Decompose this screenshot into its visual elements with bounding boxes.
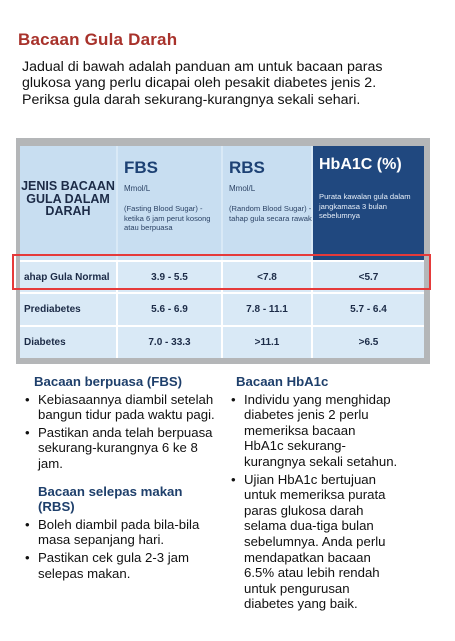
row-label: Diabetes <box>24 337 66 348</box>
left-column <box>22 374 222 583</box>
hba1c-header <box>313 146 424 260</box>
hba1c-header-title: HbA1C (%) <box>319 156 402 173</box>
rbs-value: 7.8 - 11.1 <box>246 304 288 315</box>
hba1c-value: 5.7 - 6.4 <box>350 304 387 315</box>
page-title: Bacaan Gula Darah <box>18 30 178 49</box>
list-item: • Boleh diambil pada bila-bila masa sepanjang hari. <box>22 517 222 548</box>
rbs-header-desc: (Random Blood Sugar) - tahap gula secara rawak <box>229 204 312 223</box>
row-label: Prediabetes <box>24 304 81 315</box>
list-item: • Pastikan cek gula 2-3 jam selepas makan. <box>22 550 222 581</box>
rbs-header <box>223 146 311 260</box>
fbs-value: 3.9 - 5.5 <box>151 271 188 283</box>
fbs-section-heading: Bacaan berpuasa (FBS) <box>34 374 183 389</box>
glucose-table <box>16 138 430 364</box>
hba1c-value: >6.5 <box>358 337 379 348</box>
list-item: • Ujian HbA1c bertujuan untuk memeriksa purata paras glukosa darah selama dua-tiga bulan sebelumnya. Anda perlu mendapatkan bacaan 6.5% atau lebih rendah untuk pengurusan diabetes yang baik. <box>228 472 398 612</box>
row-header-cell <box>20 146 116 260</box>
list-item: • Pastikan anda telah berpuasa sekurang-kurangnya 6 ke 8 jam. <box>22 425 222 472</box>
fbs-header-desc: (Fasting Blood Sugar) - ketika 6 jam perut kosong atau berpuasa <box>124 204 211 232</box>
rbs-header-unit: Mmol/L <box>229 184 256 193</box>
hba1c-list <box>228 392 398 612</box>
fbs-value: 5.6 - 6.9 <box>151 304 188 315</box>
fbs-header-unit: Mmol/L <box>124 184 151 193</box>
fbs-list <box>22 392 222 472</box>
fbs-value: 7.0 - 33.3 <box>148 337 191 348</box>
fbs-header <box>118 146 221 260</box>
row-header-label: JENIS BACAAN GULA DALAM DARAH <box>21 179 115 218</box>
rbs-header-title: RBS <box>229 158 265 177</box>
rbs-list <box>22 517 222 581</box>
row-label: ahap Gula Normal <box>24 271 110 283</box>
hba1c-header-desc: Purata kawalan gula dalam jangkamasa 3 bulan sebelumnya <box>319 192 411 220</box>
right-column <box>228 374 398 614</box>
rbs-section-heading: Bacaan selepas makan (RBS) <box>38 483 183 515</box>
list-item: • Individu yang menghidap diabetes jenis 2 perlu memeriksa bacaan HbA1c sekurang-kurangnya sekali setahun. <box>228 392 398 470</box>
intro-paragraph: Jadual di bawah adalah panduan am untuk bacaan paras glukosa yang perlu dicapai oleh pesakit diabetes jenis 2. Periksa gula darah sekurang-kurangnya sekali sehari. <box>22 59 383 108</box>
hba1c-value: <5.7 <box>358 271 379 283</box>
list-item: • Kebiasaannya diambil setelah bangun tidur pada waktu pagi. <box>22 392 222 423</box>
hba1c-section-heading: Bacaan HbA1c <box>236 374 329 389</box>
rbs-value: <7.8 <box>257 271 277 283</box>
normal-row-highlight <box>12 254 431 290</box>
rbs-value: >11.1 <box>254 337 280 348</box>
glucose-table-body <box>20 146 424 358</box>
fbs-header-title: FBS <box>124 158 158 177</box>
